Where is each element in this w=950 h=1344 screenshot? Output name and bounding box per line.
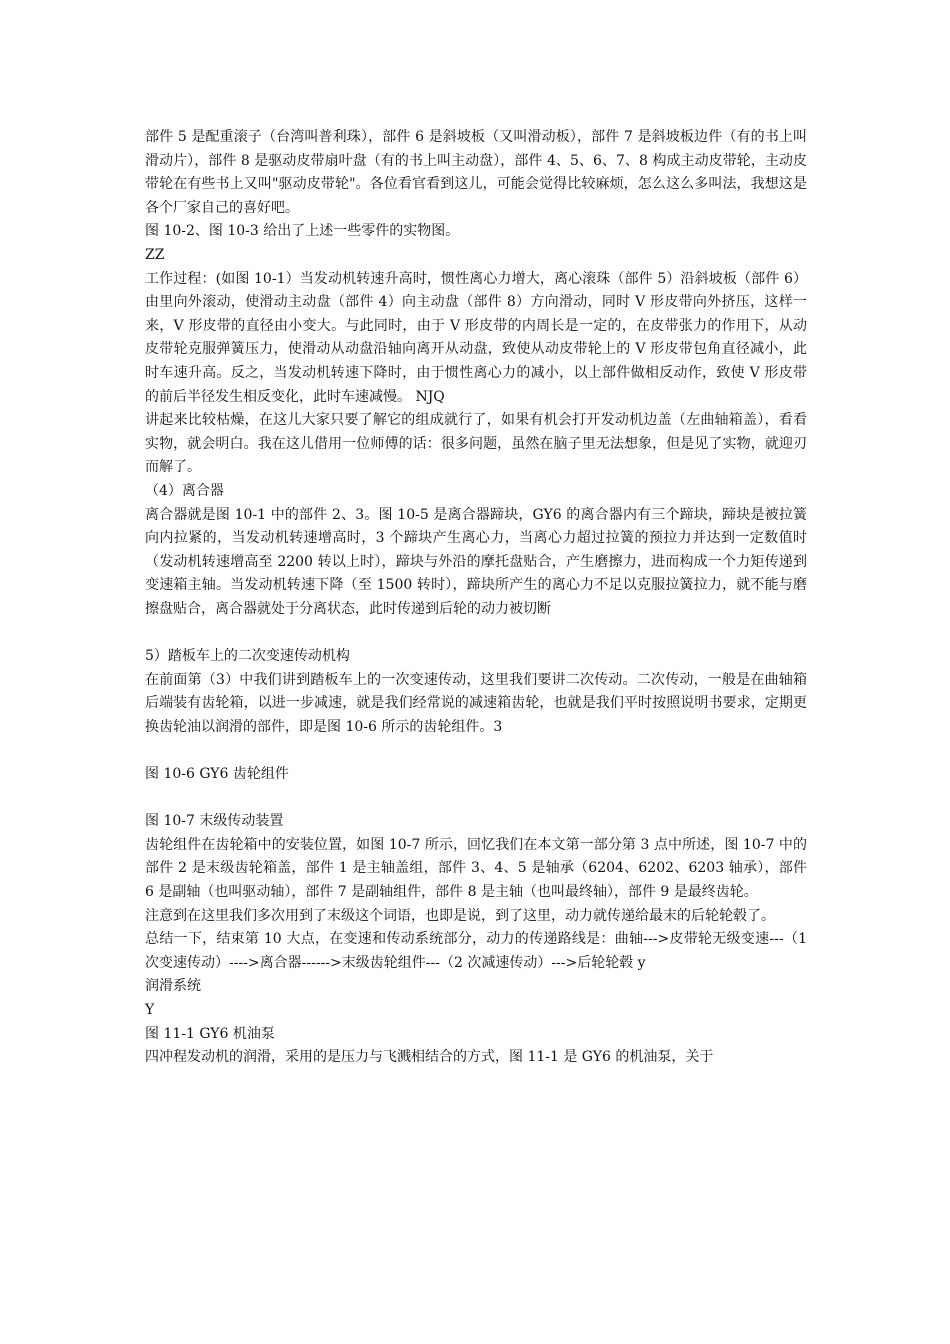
figure-caption-11-1: 图 11-1 GY6 机油泵: [145, 1025, 275, 1042]
paragraph-secondary-transmission: 在前面第（3）中我们讲到踏板车上的一次变速传动，这里我们要讲二次传动。二次传动，一般是在曲轴箱后端装有齿轮箱，以进一步减速，就是我们经常说的减速箱齿轮，也就是我们平时按照说明书要求，定期更换齿轮油以润滑的部件，即是图 10-6 所示的齿轮组件。3: [145, 671, 807, 735]
section-heading-lubrication: 润滑系统: [145, 978, 201, 995]
paragraph-clutch: 离合器就是图 10-1 中的部件 2、3。图 10-5 是离合器蹄块，GY6 的离合器内有三个蹄块，蹄块是被拉簧向内拉紧的，当发动机转速增高时，3 个蹄块产生离心力，当离心力超过拉簧的预拉力并达到一定数值时（发动机转速增高至 2200 转以上时），蹄块与外沿的摩托盘贴合，产生磨擦力，进而构成一个力矩传递到变速箱主轴。当发动机转速下降（至 1500 转时），蹄块所产生的离心力不足以克服拉簧拉力，就不能与磨擦盘贴合，离合器就处于分离状态，此时传递到后轮的动力被切断: [145, 506, 807, 617]
paragraph-working-process: 工作过程：(如图 10-1）当发动机转速升高时，惯性离心力增大，离心滚珠（部件 5）沿斜坡板（部件 6）由里向外滚动，使滑动主动盘（部件 4）向主动盘（部件 8）方向滑动，同时 V 形皮带向外挤压，这样一来，V 形皮带的直径由小变大。与此同时，由于 V 形皮带的内周长是一定的，在皮带张力的作用下，从动皮带轮克服弹簧压力，使滑动从动盘沿轴向离开从动盘，致使从动皮带轮上的 V 形皮带包角直径减小，此时车速升高。反之，当发动机转速下降时，由于惯性离心力的减小，以上部件做相反动作，致使 V 形皮带的前后半径发生相反变化，此时车速减慢。 NJQ: [145, 270, 807, 405]
blank-line: [145, 787, 807, 811]
paragraph-summary: 总结一下，结束第 10 大点，在变速和传动系统部分，动力的传递路线是：曲轴--->皮带轮无级变速---（1 次变速传动）---->离合器------>末级齿轮组件---（2 次减速传动）--->后轮轮毂 y: [145, 931, 807, 971]
figure-caption-10-7: 图 10-7 末级传动装置: [145, 813, 284, 830]
paragraph-gear-assembly: 齿轮组件在齿轮箱中的安装位置，如图 10-7 所示，回忆我们在本文第一部分第 3 点中所述，图 10-7 中的部件 2 是末级齿轮箱盖，部件 1 是主轴盖组，部件 3、4、5 是轴承（6204、6202、6203 轴承），部件 6 是副轴（也叫驱动轴），部件 7 是副轴组件，部件 8 是主轴（也叫最终轴），部件 9 是最终齿轮。: [145, 836, 807, 900]
paragraph-marker-zz: ZZ: [145, 246, 165, 263]
paragraph-final-stage: 注意到在这里我们多次用到了末级这个词语，也即是说，到了这里，动力就传递给最末的后轮轮毂了。: [145, 907, 775, 924]
blank-line: [145, 621, 807, 645]
paragraph-marker-y: Y: [145, 1001, 155, 1018]
figure-caption-10-6: 图 10-6 GY6 齿轮组件: [145, 766, 289, 783]
section-heading-secondary-transmission: 5）踏板车上的二次变速传动机构: [145, 648, 350, 665]
blank-line: [145, 739, 807, 763]
paragraph-pulley-parts: 部件 5 是配重滚子（台湾叫普利珠），部件 6 是斜坡板（又叫滑动板），部件 7 是斜坡板边件（有的书上叫滑动片），部件 8 是驱动皮带扇叶盘（有的书上叫主动盘），部件 4、5、6、7、8 构成主动皮带轮，主动皮带轮在有些书上又叫"驱动皮带轮"。各位看官看到这儿，可能会觉得比较麻烦，怎么这么多叫法，我想这是各个厂家自己的喜好吧。: [145, 129, 807, 216]
section-heading-clutch: （4）离合器: [145, 482, 224, 499]
paragraph-figure-reference: 图 10-2、图 10-3 给出了上述一些零件的实物图。: [145, 223, 460, 240]
document-body: [145, 126, 807, 1070]
paragraph-explanation: 讲起来比较枯燥，在这儿大家只要了解它的组成就行了，如果有机会打开发动机边盖（左曲轴箱盖），看看实物，就会明白。我在这儿借用一位师傅的话：很多问题，虽然在脑子里无法想象，但是见了实物，就迎刃而解了。: [145, 412, 807, 476]
paragraph-lubrication: 四冲程发动机的润滑，采用的是压力与飞溅相结合的方式，图 11-1 是 GY6 的机油泵，关于: [145, 1049, 714, 1066]
